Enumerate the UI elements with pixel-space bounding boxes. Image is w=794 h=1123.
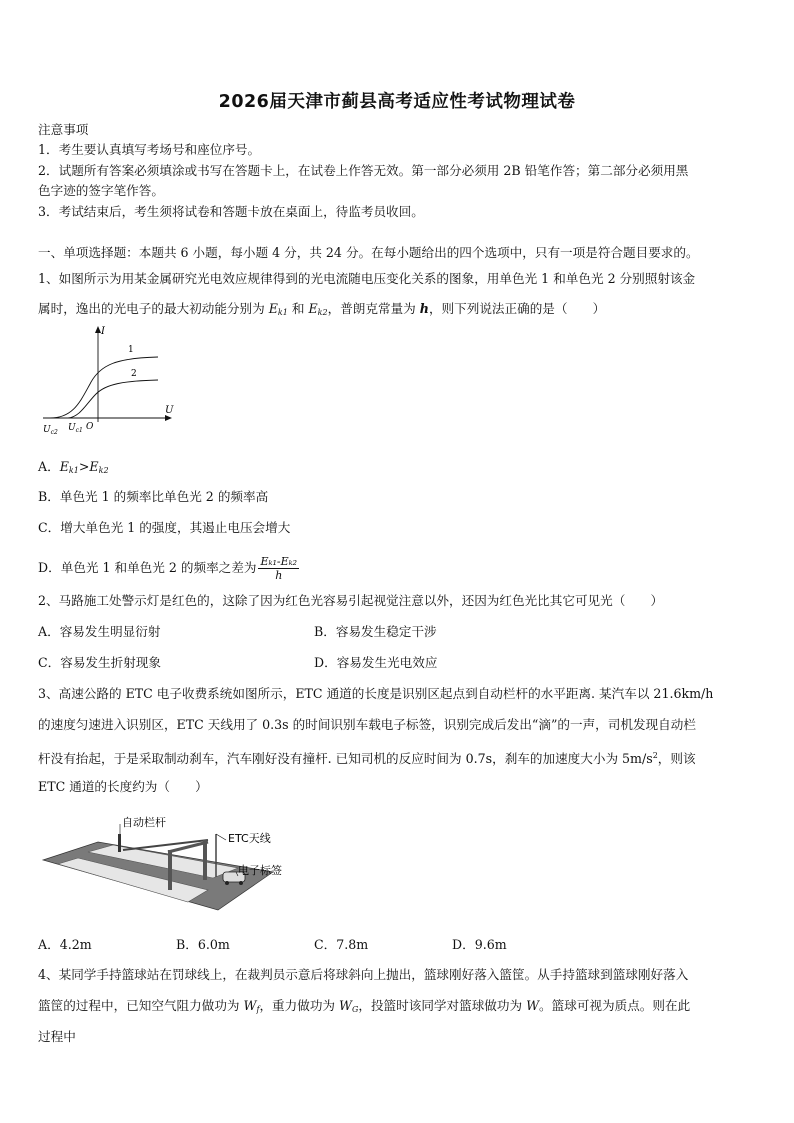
graph-x-label: U — [165, 405, 174, 416]
q3-stem-line4: ETC 通道的长度约为（ ） — [38, 779, 208, 794]
uc2-label: $U_{c2}$ — [43, 425, 58, 436]
q2-option-a: A．容易发生明显衍射 — [38, 624, 161, 639]
q3-option-c: C．7.8m — [314, 937, 369, 952]
graph-y-label: I — [101, 326, 105, 337]
curve-1-label: 1 — [128, 345, 134, 355]
q3-option-a: A．4.2m — [38, 937, 92, 952]
q1-option-b: B．单色光 1 的频率比单色光 2 的频率高 — [38, 489, 269, 504]
origin-label: O — [86, 422, 94, 432]
q3-option-d: D．9.6m — [452, 937, 507, 952]
uc1-label: $U_{c1}$ — [68, 423, 83, 434]
q2-option-b: B．容易发生稳定干涉 — [314, 624, 437, 639]
page-title: 2026届天津市蓟县高考适应性考试物理试卷 — [218, 92, 576, 112]
tag-label: 电子标签 — [238, 864, 282, 877]
notice-item-2: 2．试题所有答案必须填涂或书写在答题卡上，在试卷上作答无效。第一部分必须用 2B 铅笔作答；第二部分必须用黑 — [38, 163, 689, 178]
section-heading: 一、单项选择题：本题共 6 小题，每小题 4 分，共 24 分。在每小题给出的四个选项中，只有一项是符合题目要求的。 — [38, 245, 699, 260]
notice-heading: 注意事项 — [38, 122, 89, 137]
q1-option-c: C．增大单色光 1 的强度，其遏止电压会增大 — [38, 520, 291, 535]
q3-stem-line1: 3、高速公路的 ETC 电子收费系统如图所示，ETC 通道的长度是识别区起点到自动栏杆的水平距离. 某汽车以 21.6km/h — [38, 686, 714, 701]
antenna-label: ETC天线 — [228, 832, 271, 845]
q3-stem-line3: 杆没有抬起，于是采取制动刹车，汽车刚好没有撞杆. 已知司机的反应时间为 0.7s，刹车的加速度大小为 $5m/s^2$，则该 — [38, 751, 696, 767]
q4-stem-line3: 过程中 — [38, 1029, 76, 1044]
q1-stem-line2: 属时，逸出的光电子的最大初动能分别为 $E_{k1}$ 和 $E_{k2}$，普朗克常量为 h，则下列说法正确的是（ ） — [38, 301, 606, 317]
q1-option-d: D．单色光 1 和单色光 2 的频率之差为 $\frac{\text{Eₖ₁-Eₖ₂}}{h}$ — [38, 555, 298, 582]
q2-option-c: C．容易发生折射现象 — [38, 655, 161, 670]
frequency-fraction: $\frac{\text{Eₖ₁-Eₖ₂}}{h}$ — [260, 555, 298, 582]
q1-option-a: A．$E_{k1}>E_{k2}$ — [38, 459, 109, 475]
q2-option-d: D．容易发生光电效应 — [314, 655, 438, 670]
gate-label: 自动栏杆 — [122, 816, 166, 829]
q1-photocurrent-graph — [38, 322, 178, 437]
q3-option-b: B．6.0m — [176, 937, 230, 952]
notice-item-3: 3．考试结束后，考生须将试卷和答题卡放在桌面上，待监考员收回。 — [38, 204, 424, 219]
notice-item-1: 1．考生要认真填写考场号和座位序号。 — [38, 142, 261, 157]
q3-stem-line2: 的速度匀速进入识别区，ETC 天线用了 0.3s 的时间识别车载电子标签，识别完成后发出“滴”的一声，司机发现自动栏 — [38, 717, 696, 732]
notice-item-2-cont: 色字迹的签字笔作答。 — [38, 183, 164, 198]
q1-stem-line1: 1、如图所示为用某金属研究光电效应规律得到的光电流随电压变化关系的图象，用单色光 1 和单色光 2 分别照射该金 — [38, 271, 696, 286]
q2-stem: 2、马路施工处警示灯是红色的，这除了因为红色光容易引起视觉注意以外，还因为红色光比其它可见光（ ） — [38, 593, 664, 608]
curve-2-label: 2 — [131, 369, 137, 379]
q3-etc-diagram — [38, 812, 298, 922]
q4-stem-line1: 4、某同学手持篮球站在罚球线上，在裁判员示意后将球斜向上抛出，篮球刚好落入篮筐。从手持篮球到篮球刚好落入 — [38, 967, 689, 982]
q4-stem-line2: 篮筐的过程中，已知空气阻力做功为 $W_f$，重力做功为 $W_G$，投篮时该同学对篮球做功为 W。篮球可视为质点。则在此 — [38, 998, 691, 1014]
